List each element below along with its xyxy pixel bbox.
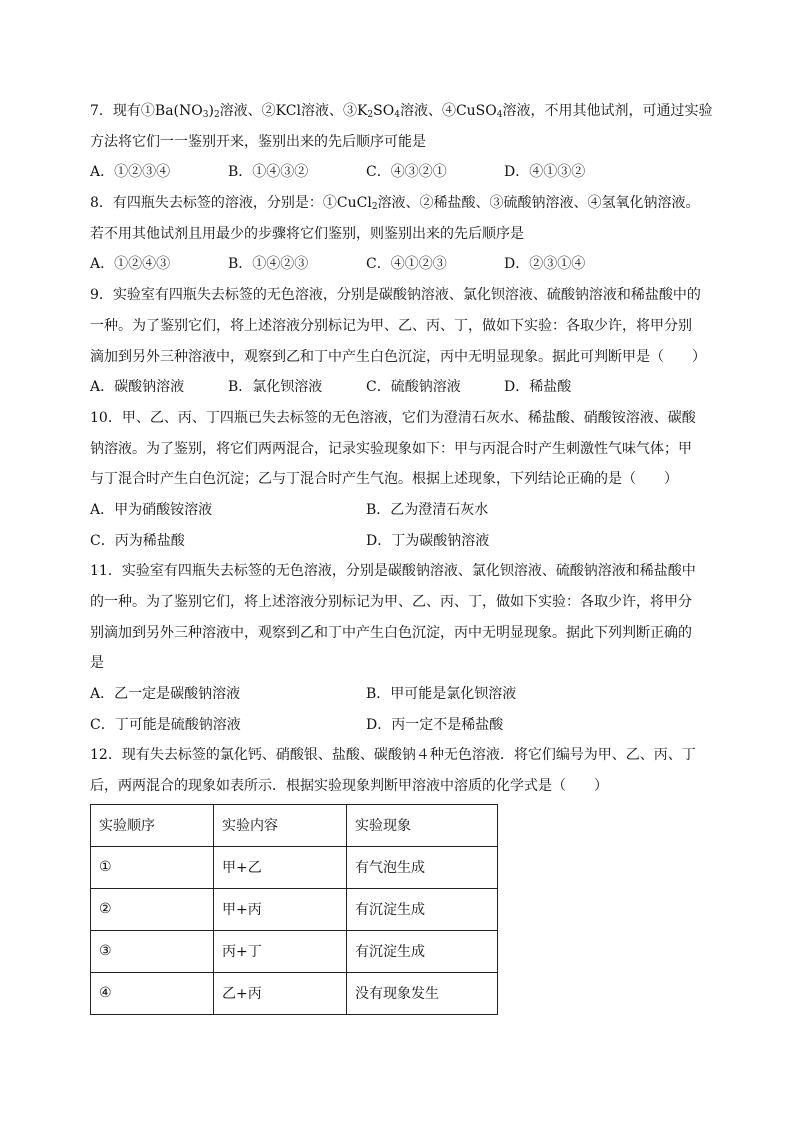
table-cell: 甲+丙 xyxy=(214,888,347,930)
q10-options-row-2 xyxy=(90,526,710,557)
q10-stem-line-2: 钠溶液。为了鉴别，将它们两两混合，记录实验现象如下：甲与丙混合时产生刺激性气味气体；甲 xyxy=(90,440,692,457)
q9-option-d: D．稀盐酸 xyxy=(504,379,572,396)
q8-stem-line-2: 若不用其他试剂且用最少的步骤将它们鉴别，则鉴别出来的先后顺序是 xyxy=(90,225,524,242)
q11-stem-line-2: 的一种。为了鉴别它们，将上述溶液分别标记为甲、乙、丙、丁，做如下实验：各取少许，将甲分 xyxy=(90,594,692,610)
q9-options xyxy=(90,372,710,403)
q8-options xyxy=(90,249,710,280)
table-cell: 有气泡生成 xyxy=(347,846,498,888)
q9-option-c: C．硫酸钠溶液 xyxy=(366,379,461,396)
q9-stem-line-1: 9．实验室有四瓶失去标签的无色溶液，分别是碳酸钠溶液、氯化钡溶液、硫酸钠溶液和稀盐酸中的 xyxy=(90,287,701,304)
q11-option-c: C．丁可能是硫酸钠溶液 xyxy=(90,716,241,733)
table-cell: ② xyxy=(91,888,214,930)
q9-option-a: A．碳酸钠溶液 xyxy=(90,379,185,396)
table-cell: 有沉淀生成 xyxy=(347,930,498,972)
question-page xyxy=(90,96,713,1015)
q11-option-a: A．乙一定是碳酸钠溶液 xyxy=(90,686,241,703)
q8-option-d: D．②③①④ xyxy=(504,256,586,273)
table-cell: 没有现象发生 xyxy=(347,972,498,1014)
q12-stem-line-2: 后，两两混合的现象如表所示．根据实验现象判断甲溶液中溶质的化学式是（ ） xyxy=(90,778,608,795)
q10-option-a: A．甲为硝酸铵溶液 xyxy=(90,501,213,518)
q7-option-d: D．④①③② xyxy=(504,164,586,181)
q7-option-b: B．①④③② xyxy=(228,164,309,181)
table-cell: ③ xyxy=(91,930,214,972)
table-row xyxy=(91,888,498,930)
q9-stem-line-2: 一种。为了鉴别它们，将上述溶液分别标记为甲、乙、丙、丁，做如下实验：各取少许，将甲分别 xyxy=(90,317,692,334)
q12-experiment-table xyxy=(90,804,498,1015)
q11-options-row-1 xyxy=(90,679,710,710)
q11-stem-line-4: 是 xyxy=(90,655,104,672)
q10-option-b: B．乙为澄清石灰水 xyxy=(366,501,489,518)
q12-stem-line-1: 12．现有失去标签的氯化钙、硝酸银、盐酸、碳酸钠４种无色溶液．将它们编号为甲、乙、丙、丁 xyxy=(90,747,696,764)
q10-option-d: D．丁为碳酸钠溶液 xyxy=(366,532,490,549)
q7-stem-line-1: 7．现有$①Ba(NO_3)_2$溶液、②KCl溶液、$③K_2SO_4$溶液、④CuSO$_4$溶液，不用其他试剂，可通过实验 xyxy=(90,103,713,120)
q9-stem-line-3: 滴加到另外三种溶液中，观察到乙和丁中产生白色沉淀，丙中无明显现象。据此可判断甲是（ ） xyxy=(90,348,706,365)
q11-option-d: D．丙一定不是稀盐酸 xyxy=(366,716,504,733)
q11-stem-line-1: 11．实验室有四瓶失去标签的无色溶液，分别是碳酸钠溶液、氯化钡溶液、硫酸钠溶液和稀盐酸中 xyxy=(90,563,696,580)
table-row xyxy=(91,930,498,972)
table-header-cell: 实验现象 xyxy=(347,804,498,846)
table-header-cell: 实验顺序 xyxy=(91,804,214,846)
q8-stem-line-1: 8．有四瓶失去标签的溶液，分别是：①CuCl$_2$溶液、②稀盐酸、③硫酸钠溶液、④氢氧化钠溶液。 xyxy=(90,195,700,213)
q9-option-b: B．氯化钡溶液 xyxy=(228,379,323,396)
q7-option-a: A．①②③④ xyxy=(90,164,171,181)
table-header-cell: 实验内容 xyxy=(214,804,347,846)
table-cell: 丙+丁 xyxy=(214,930,347,972)
table-cell: 乙+丙 xyxy=(214,972,347,1014)
q11-options-row-2 xyxy=(90,710,710,741)
q11-stem-line-3: 别滴加到另外三种溶液中，观察到乙和丁中产生白色沉淀，丙中无明显现象。据此下列判断正确的 xyxy=(90,624,692,641)
table-cell: 有沉淀生成 xyxy=(347,888,498,930)
table-row xyxy=(91,972,498,1014)
q11-option-b: B．甲可能是氯化钡溶液 xyxy=(366,686,517,703)
q7-option-c: C．④③②① xyxy=(366,164,447,181)
q7-options xyxy=(90,157,710,188)
q7-stem-line-2: 方法将它们一一鉴别开来，鉴别出来的先后顺序可能是 xyxy=(90,133,426,150)
table-row xyxy=(91,846,498,888)
q10-stem-line-1: 10．甲、乙、丙、丁四瓶已失去标签的无色溶液，它们为澄清石灰水、稀盐酸、硝酸铵溶液、碳酸 xyxy=(90,409,696,426)
table-cell: ① xyxy=(91,846,214,888)
table-cell: ④ xyxy=(91,972,214,1014)
q10-option-c: C．丙为稀盐酸 xyxy=(90,532,185,549)
q10-options-row-1 xyxy=(90,495,710,526)
table-header-row xyxy=(91,804,498,846)
q10-stem-line-3: 与丁混合时产生白色沉淀；乙与丁混合时产生气泡。根据上述现象，下列结论正确的是（ ） xyxy=(90,471,678,488)
q8-option-b: B．①④②③ xyxy=(228,256,309,273)
q8-option-a: A．①②④③ xyxy=(90,256,171,273)
table-cell: 甲+乙 xyxy=(214,846,347,888)
q8-option-c: C．④①②③ xyxy=(366,256,447,273)
